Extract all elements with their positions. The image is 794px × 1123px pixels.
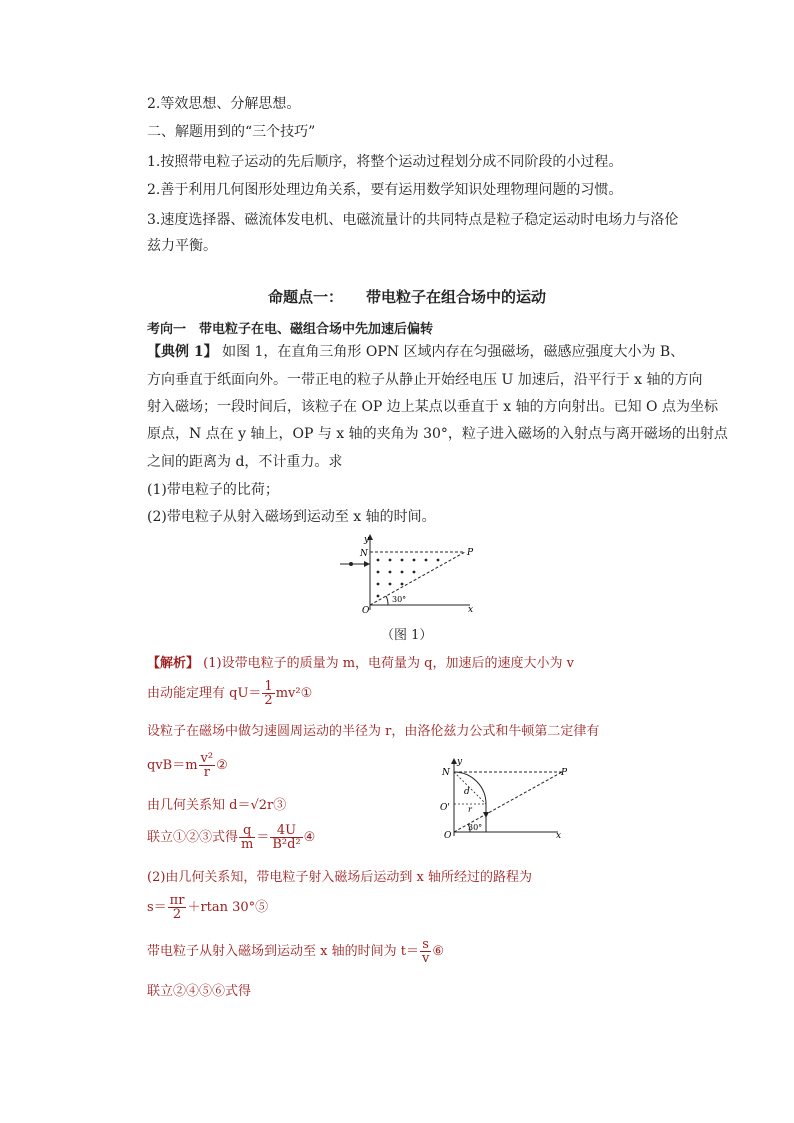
fig2-label-d: d xyxy=(464,787,470,797)
frac-num: q xyxy=(239,824,255,838)
fig1-incoming-arrow xyxy=(364,561,370,567)
example-line-3: 射入磁场；一段时间后，该粒子在 OP 边上某点以垂直于 x 轴的方向射出。已知 O 点为坐标 xyxy=(147,399,718,415)
fig1-label-o: O xyxy=(362,606,370,616)
solution-line-5: 由几何关系知 d＝√2r③ xyxy=(147,798,287,813)
frac-num: 1 xyxy=(264,679,273,694)
equals-sign: ＝ xyxy=(256,830,270,845)
fig1-label-y: y xyxy=(364,535,370,545)
example-line-1 xyxy=(147,342,684,362)
fig2-chord-d xyxy=(454,772,486,804)
fig1-angle-arc xyxy=(386,596,388,605)
line-tip-3-cont: 兹力平衡。 xyxy=(147,238,217,254)
line-tip-3: 3.速度选择器、磁流体发电机、电磁流量计的共同特点是粒子稳定运动时电场力与洛伦 xyxy=(147,212,679,228)
combine-tail: ④ xyxy=(303,830,316,845)
frac-num: πr xyxy=(169,893,185,908)
time-tail: ⑥ xyxy=(432,944,444,959)
fig2-label-o: O xyxy=(444,831,452,841)
fig1-label-n: N xyxy=(360,549,368,559)
4u-over-b2d2-fraction xyxy=(270,824,302,851)
time-lead: 带电粒子从射入磁场到运动至 x 轴的时间为 t＝ xyxy=(147,944,419,959)
solution-text-1: (1)设带电粒子的质量为 m，电荷量为 q，加速后的速度大小为 v xyxy=(203,656,574,671)
half-fraction xyxy=(262,680,274,707)
line-three-tips-heading: 二、解题用到的“三个技巧” xyxy=(147,124,316,140)
fig2-label-angle: 30° xyxy=(468,823,483,832)
solution-line-8 xyxy=(147,894,268,921)
lorentz-lead: qvB＝m xyxy=(147,758,198,773)
fig2-label-n: N xyxy=(442,768,450,778)
line-tip-2: 2.善于利用几何图形处理边角关系，要有运用数学知识处理物理问题的习惯。 xyxy=(147,182,623,198)
fig1-label-angle: 30° xyxy=(392,595,407,604)
frac-den: r xyxy=(203,765,210,780)
combine-lead: 联立①②③式得 xyxy=(147,830,239,845)
fig1-op-edge xyxy=(370,552,465,605)
path-lead: s＝ xyxy=(147,900,167,915)
energy-theorem-lead: 由动能定理有 qU＝ xyxy=(147,686,262,701)
example-tag: 【典例 1】 xyxy=(147,344,218,360)
fig2-label-r: r xyxy=(468,805,472,814)
figure-1-diagram xyxy=(340,530,490,618)
line-method-2: 2.等效思想、分解思想。 xyxy=(147,96,301,112)
solution-line-10: 联立②④⑤⑥式得 xyxy=(147,984,252,999)
question-1: (1)带电粒子的比荷； xyxy=(147,482,279,498)
solution-line-9 xyxy=(147,938,444,965)
figure-2-diagram xyxy=(430,756,570,842)
figure-1-caption: （图 1） xyxy=(381,628,433,643)
frac-den: 2 xyxy=(264,693,273,708)
solution-line-7: (2)由几何关系知，带电粒子射入磁场后运动到 x 轴所经过的路程为 xyxy=(147,870,533,885)
frac-den: B²d² xyxy=(272,837,301,852)
solution-line-2 xyxy=(147,680,312,707)
frac-num: v² xyxy=(200,751,214,766)
v2-over-r-fraction xyxy=(199,752,216,779)
line-tip-1: 1.按照带电粒子运动的先后顺序，将整个运动过程划分成不同阶段的小过程。 xyxy=(147,154,623,170)
fig2-label-x: x xyxy=(556,831,562,841)
fig1-field-dots xyxy=(377,559,440,598)
fig2-label-o-prime: O' xyxy=(440,803,450,813)
frac-num: s xyxy=(420,938,431,952)
fig1-particle xyxy=(349,562,353,566)
pi-r-over-2-fraction xyxy=(168,894,187,921)
fig1-label-x: x xyxy=(468,605,474,615)
fig2-arc xyxy=(454,772,486,804)
section-label: 命题点一： xyxy=(268,288,344,306)
frac-den: v xyxy=(421,951,430,966)
solution-line-4 xyxy=(147,752,228,779)
solution-line-6 xyxy=(147,824,315,851)
solution-tag: 【解析】 xyxy=(147,656,200,671)
fig2-exit-arrow xyxy=(483,812,489,818)
example-line-4: 原点，N 点在 y 轴上，OP 与 x 轴的夹角为 30°，粒子进入磁场的入射点与离开磁场的出射点 xyxy=(147,426,728,442)
lorentz-tail: ② xyxy=(216,758,228,773)
section-title: 带电粒子在组合场中的运动 xyxy=(366,288,547,306)
s-over-v-fraction xyxy=(420,938,431,965)
frac-num: 4U xyxy=(270,824,302,838)
fig2-label-y: y xyxy=(457,757,463,767)
example-text-1: 如图 1，在直角三角形 OPN 区域内存在匀强磁场，磁感应强度大小为 B、 xyxy=(222,344,685,360)
frac-den: 2 xyxy=(172,907,182,922)
fig1-label-p: P xyxy=(467,548,474,558)
solution-line-1 xyxy=(147,652,574,671)
direction-heading: 考向一 带电粒子在电、磁组合场中先加速后偏转 xyxy=(147,322,434,337)
example-line-5: 之间的距离为 d，不计重力。求 xyxy=(147,454,343,470)
q-over-m-fraction xyxy=(239,824,255,851)
solution-line-3: 设粒子在磁场中做匀速圆周运动的半径为 r，由洛伦兹力公式和牛顿第二定律有 xyxy=(147,724,600,739)
path-tail: ＋rtan 30°⑤ xyxy=(187,900,269,915)
question-2: (2)带电粒子从射入磁场到运动至 x 轴的时间。 xyxy=(147,509,436,525)
frac-den: m xyxy=(241,837,254,852)
energy-theorem-tail: mv²① xyxy=(275,686,313,701)
example-line-2: 方向垂直于纸面向外。一带正电的粒子从静止开始经电压 U 加速后，沿平行于 x 轴的方向 xyxy=(147,372,703,388)
fig2-label-p: P xyxy=(561,768,568,778)
